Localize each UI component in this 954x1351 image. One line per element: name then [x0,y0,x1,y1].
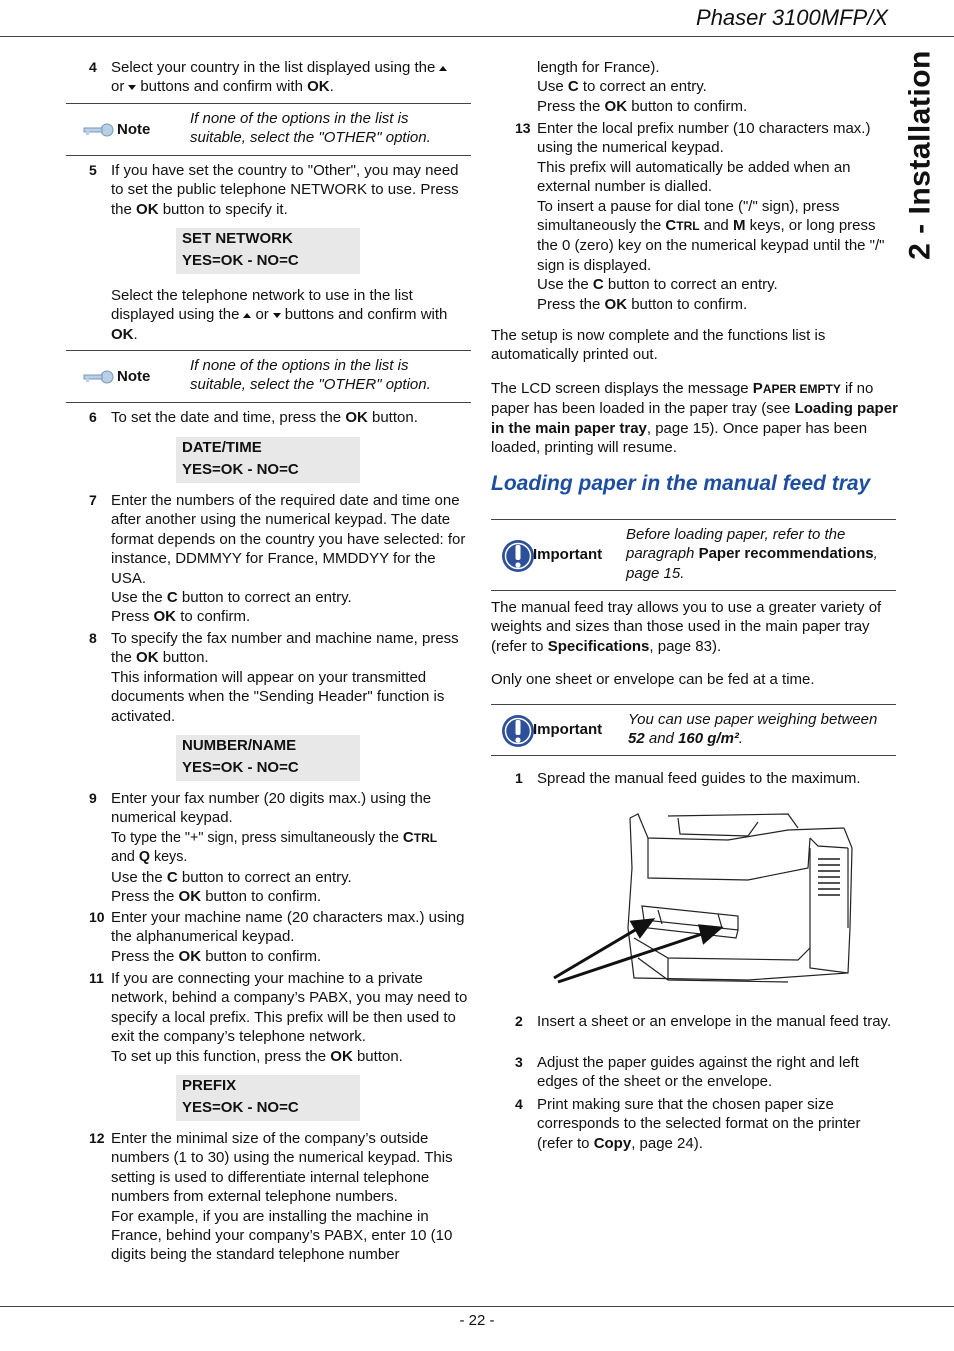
important-label: Important [533,546,603,563]
lcd-display: DATE/TIME YES=OK - NO=C [176,437,360,483]
chapter-side-tab: 2 - Installation [903,50,937,260]
note-label: Note [117,368,151,385]
up-arrow-icon [243,313,251,318]
important-box [491,519,896,591]
important-label: Important [533,721,603,738]
exclamation-icon [501,539,535,573]
paragraph-setup-complete: The setup is now complete and the functions list is automatically printed out. [491,327,826,364]
footer-rule [0,1306,954,1307]
header-rule [0,36,954,37]
lcd-display: PREFIX YES=OK - NO=C [176,1075,360,1121]
note-label: Note [117,121,151,138]
note-text: If none of the options in the list is suitable, select the "OTHER" option. [190,357,431,394]
note-box [66,103,471,156]
lcd-display: SET NETWORK YES=OK - NO=C [176,228,360,274]
up-arrow-icon [439,66,447,71]
page-number: - 22 - [459,1312,495,1329]
down-arrow-icon [128,85,136,90]
paragraph-manual-feed-intro: The manual feed tray allows you to use a greater variety of weights and sizes than those used in the main paper tray (refer to Specifications, page 83). [491,599,882,655]
note-text: If none of the options in the list is suitable, select the "OTHER" option. [190,110,431,147]
note-box [66,350,471,403]
section-title: Loading paper in the manual feed tray [491,472,871,495]
exclamation-icon [501,714,535,748]
paragraph-one-sheet: Only one sheet or envelope can be fed at a time. [491,671,815,688]
document-header-title: Phaser 3100MFP/X [696,5,888,30]
key-icon [82,122,114,138]
important-text: You can use paper weighing between 52 and 160 g/m². [628,711,878,748]
key-icon [82,369,114,385]
important-box [491,704,896,756]
paragraph-paper-empty: The LCD screen displays the message PAPER EMPTY if no paper has been loaded in the paper tray (see Loading paper in the main paper tray, page 15). Once paper has been loaded, printing will resume. [491,380,898,457]
down-arrow-icon [273,313,281,318]
lcd-display: NUMBER/NAME YES=OK - NO=C [176,735,360,781]
printer-manual-feed-illustration [548,808,900,986]
important-text: Before loading paper, refer to the paragraph Paper recommendations, page 15. [626,526,878,582]
